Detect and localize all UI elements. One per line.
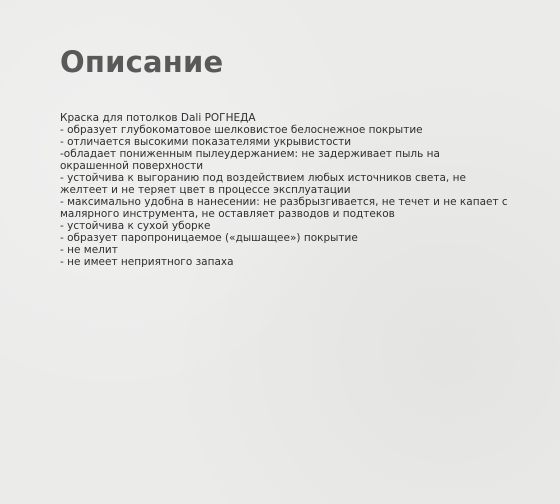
list-item: - образует паропроницаемое («дышащее») покрытие <box>60 232 358 244</box>
description-intro: Краска для потолков Dali РОГНЕДА <box>60 112 256 124</box>
list-item: - устойчива к сухой уборке <box>60 220 211 232</box>
list-item: - устойчива к выгоранию под воздействием любых источников света, не желтеет и не теряет цвет в процессе эксплуатации <box>60 172 466 196</box>
page-title: Описание <box>60 45 224 79</box>
list-item: - максимально удобна в нанесении: не разбрызгивается, не течет и не капает с малярного инструмента, не оставляет разводов и подтеков <box>60 196 508 220</box>
list-item: - образует глубокоматовое шелковистое белоснежное покрытие <box>60 124 423 136</box>
list-item: - не мелит <box>60 244 118 256</box>
list-item: - отличается высокими показателями укрывистости <box>60 136 352 148</box>
description-list <box>60 112 510 268</box>
list-item: -обладает пониженным пылеудержанием: не задерживает пыль на окрашенной поверхности <box>60 148 440 172</box>
list-item: - не имеет неприятного запаха <box>60 256 234 268</box>
